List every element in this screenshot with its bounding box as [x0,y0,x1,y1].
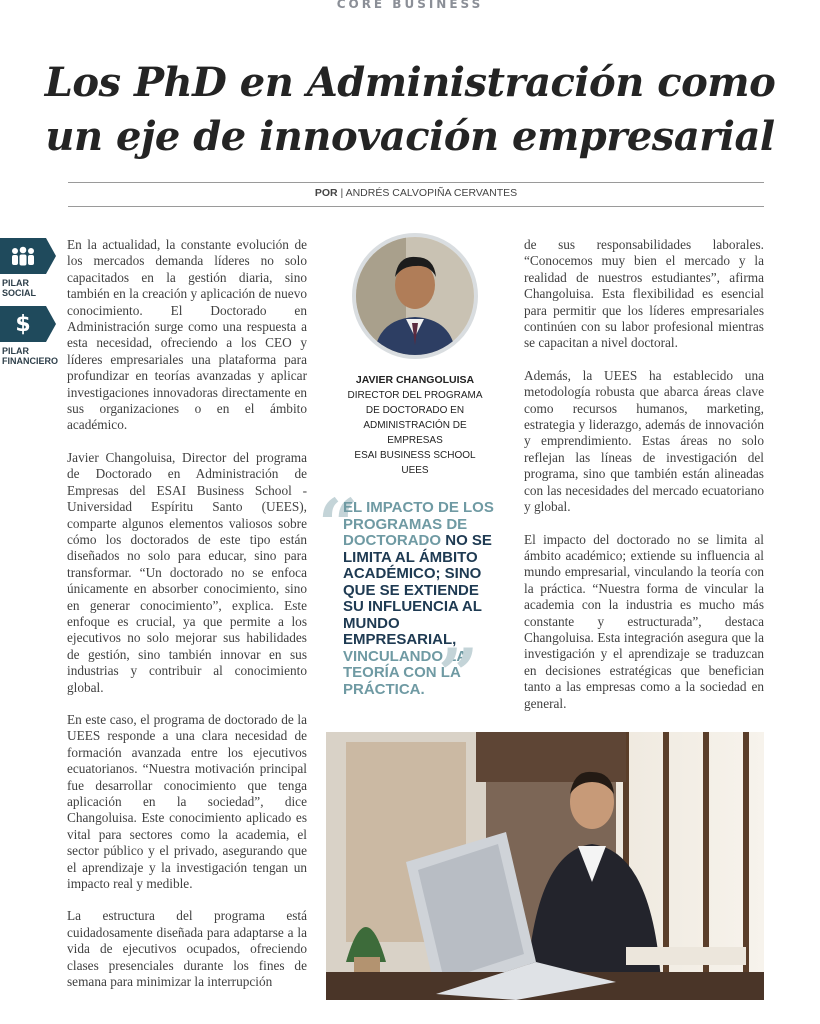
byline: POR | ANDRÉS CALVOPIÑA CERVANTES [314,187,518,199]
paragraph: Javier Changoluisa, Director del programa de Doctorado en Administración de Empresas del ESAI Business School - Universidad Espíritu Santo (UEES), comparte algunos elementos valiosos sobre cómo los doctorados de este tipo están diseñados no solo para educar, sino para transformar. “Un doctorado no se enfoca únicamente en absorber conocimiento, sino en generar conocimiento”, explica. Este enfoque es crucial, ya que permite a los ejecutivos no solo mejorar sus habilidades de gestión, sino también innovar en sus industrias y contribuir al conocimiento global. [67,449,307,695]
caption-line: EMPRESAS [387,435,443,446]
portrait-caption [340,373,490,478]
headline: Los PhD en Administración como un eje de innovación empresarial [44,59,776,160]
paragraph: La estructura del programa está cuidadosamente diseñada para adaptarse a la vida de ejecutivos ocupados, ofreciendo clases presenciales durante los fines de semana para minimizar la interrupción [67,908,307,990]
article-photo [326,732,764,1000]
caption-name: JAVIER CHANGOLUISA [355,374,475,386]
author-portrait [352,233,478,359]
pull-quote-body: NO SE LIMITA AL ÁMBITO ACADÉMICO; SINO QUE SE EXTIENDE SU INFLUENCIA AL MUNDO EMPRESARIAL, [343,532,492,648]
paragraph: El impacto del doctorado no se limita al ámbito académico; extiende su influencia al mundo empresarial, vinculando la teoría con la práctica. “Nuestra forma de vincular la academia con la industria es mucho más constante y estructurada”, destaca Changoluisa. Esta integración asegura que la investigación y el aprendizaje se traduzcan en decisiones estratégicas que benefician tanto a las empresas como a la sociedad en general. [524,531,764,711]
right-column [524,237,764,728]
paragraph: En este caso, el programa de doctorado de la UEES responde a una clara necesidad de formación avanzada entre los ejecutivos ecuatorianos. “Nuestra motivación principal fue desarrollar conocimiento que tenga aplicación en la sociedad”, dice Changoluisa. Este conocimiento aplicado es vital para sectores como la academia, el sector público y el privado, asegurando que el aprendizaje y la investigación tengan un impacto real y medible. [67,711,307,892]
caption-line: DE DOCTORADO EN [365,405,465,416]
caption-line: ESAI BUSINESS SCHOOL [354,450,476,461]
pillar-financiero [0,306,60,366]
pillar-label: PILAR SOCIAL [2,278,37,298]
byline-prefix: POR [314,187,338,199]
caption-line: DIRECTOR DEL PROGRAMA [347,390,483,401]
paragraph: En la actualidad, la constante evolución de los mercados demanda líderes no solo capacitados en la gestión diaria, sino también en la creación y aplicación de nuevo conocimiento. El Doctorado en Administración surge como una respuesta a esta necesidad, ofreciendo a los CEO y líderes empresariales una plataforma para profundizar en teorías avanzadas y aplicar investigaciones innovadoras directamente en sus organizaciones o en el ámbito académico. [67,237,307,433]
left-column [67,237,307,1006]
divider-top [68,182,764,183]
byline-author: ANDRÉS CALVOPIÑA CERVANTES [345,187,518,199]
divider-bottom [68,206,764,207]
paragraph: Además, la UEES ha establecido una metodología robusta que abarca áreas clave como recursos humanos, marketing, estrategia y liderazgo, además de innovación y emprendimiento. Estas áreas no solo reflejan las líneas de investigación del programa, sino que también están alineadas con las necesidades del mercado ecuatoriano y global. [524,367,764,515]
close-quote-icon: ” [438,633,479,716]
pull-quote-highlight: VINCULANDO LA TEORÍA CON LA PRÁCTICA. [343,647,467,698]
pull-quote-highlight: EL IMPACTO DE LOS PROGRAMAS DE DOCTORADO [343,499,494,549]
dollar-icon: $ [15,311,31,337]
pillar-label: PILAR FINANCIERO [2,346,58,366]
caption-line: ADMINISTRACIÓN DE [363,420,467,431]
open-quote-icon: “ [318,483,359,566]
people-icon [0,238,46,274]
section-label: CORE BUSINESS [336,0,484,11]
pillar-social [0,238,60,298]
paragraph: de sus responsabilidades laborales. “Conocemos muy bien el mercado y la realidad de nuestros estudiantes”, afirma Changoluisa. Esta flexibilidad es esencial para permitir que los líderes empresariales continúen con su labor profesional mientras se capacitan a nivel doctoral. [524,237,764,351]
caption-line: UEES [401,465,429,476]
